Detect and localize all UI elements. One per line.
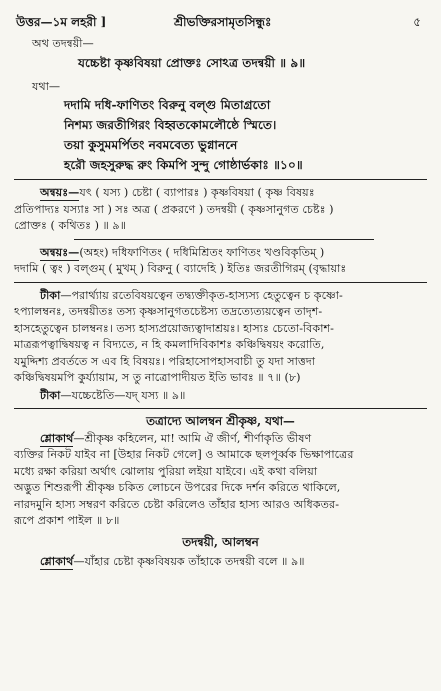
section-heading: তদন্বয়ী, আলম্বন [182,534,259,549]
sloka-text: মধ্যে রক্ষা করিয়া অর্থাৎ ঝোলায় পুরিয়া লইয়া যাইবে। এই কথা বলিয়া [14,464,318,478]
divider [14,282,427,283]
yatha-line: যথা— [32,79,61,93]
atha-line: অথ তদন্বয়ী— [32,37,94,50]
header-book-title: শ্রীভক্তিরসামৃতসিন্ধুঃ [174,15,272,29]
anvaya-block-2 [14,244,427,278]
tika-text: হাসহেতুত্বেন চালম্বনঃ। তস্য হাস্যপ্রয়োজ্যত্বাদাশ্রয়ঃ। হাস্যঃ চেতো-বিকাশ- [14,321,334,335]
anvaya-text: যৎ ( যস্য ) চেষ্টা ( ব্যাপারঃ ) কৃষ্ণবিষয়া ( কৃষ্ণ বিষয়ঃ [79,186,315,199]
tika-text: যমুদ্দিশ্য প্রবর্ততে স এব হি বিষয়ঃ। পরিহাসোপহাসবাচী তু যদা সাত্তদা [14,354,315,368]
tika-text: ঽপ্যালম্বনঃ, তদন্বয়ীতঃ তস্য কৃষ্ণসানুগতচেষ্টস্য তদ্রত্যেত্যয়ত্বেন তাদৃশ- [14,305,323,318]
sloka-block-2 [14,553,427,571]
sloka-label: শ্লোকার্থ [40,430,74,445]
example-verse-line-4: হরৌ জহসুরুদ্ধ রুং কিমপি সুন্দু গোষ্ঠার্ভকাঃ ॥১০॥ [64,158,303,172]
sloka-text: —শ্রীকৃষ্ণ কহিলেন, মা! আমি ঐ জীর্ণ, শীর্ণাকৃতি ভীষণ [73,431,312,445]
header-page-number: ৫ [413,15,421,29]
anvaya-text: প্রোক্তঃ ( কথিতঃ ) ॥ ৯॥ [14,219,127,232]
tika-block-2 [14,387,427,405]
tika-label: টীকা [40,387,61,402]
example-verse-line-3: তয়া কুসুমমর্পিতং নবমবেত্য ভুগ্নাননে [64,138,238,152]
section-heading: তত্রাদ্যে আলম্বন শ্রীকৃষ্ণ, যথা— [146,414,295,428]
anvaya-text: দদামি ( ত্বং ) বল্গুম্ ( মুখম্ ) বিরুনু ( ব্যাদেহি ) ইতিঃ জরতীগিরম্ (বৃদ্ধায়াঃ [14,262,347,275]
tika-block-1 [14,287,427,387]
sloka-block-1 [14,430,427,530]
tika-text: —যচ্চেষ্টেতি—যদ্ যস্য ॥ ৯॥ [60,388,186,402]
sloka-text: নারদমুনি হাস্য সম্বরণ করিতে চেষ্টা করিলেও তাঁহার হাস্য আরও অধিকতর- [14,497,339,511]
definition-verse: যচ্চেষ্টা কৃষ্ণবিষয়া প্রোক্তঃ সোঽত্র তদন্বয়ী ॥ ৯॥ [78,55,306,70]
tika-text: —পরার্থ্যায় রতেবিষয়ত্বেন তদ্ব্যক্তীকৃত-হাস্যস্য হেতুত্বেন চ কৃষ্ণো- [60,288,343,302]
anvaya-label: অন্বয়ঃ— [40,185,80,199]
example-verse-line-1: দদামি দধি-ফাণিতং বিরুনু বল্গু মিতাগ্রতো [64,98,271,112]
anvaya-block-1 [14,184,427,235]
anvaya-text: প্রতিপাদ্যঃ যস্যাঃ সা ) সঃ অত্র ( প্রকরণে ) তদন্বয়ী ( কৃষ্ণসানুগত চেষ্টঃ ) [14,202,334,216]
sloka-text: ব্যক্তির নিকট যাইব না [উহার নিকট গেলে] ও আমাকে ছলপূর্ব্বক ভিক্ষাপাত্রের [14,448,354,461]
divider [74,239,374,240]
running-header [14,8,427,32]
sloka-text: —যাঁহার চেষ্টা কৃষ্ণবিষয়ক তাঁহাকে তদন্বয়ী বলে ॥ ৯॥ [73,555,305,568]
tika-text: কঞ্চিদ্বিষয়মপি কুর্য্যায়াম, স তু নাত্রোপাদীয়ত ইতি ভাবঃ ॥ ৭॥ (৮) [14,371,301,384]
header-chapter: উত্তর—১ম লহরী ] [16,15,107,29]
anvaya-label: অন্বয়ঃ— [40,244,80,259]
tika-label: টীকা [40,287,61,302]
divider [14,408,427,409]
sloka-text: অদ্ভুত শিশুরূপী শ্রীকৃষ্ণ চকিত লোচনে উপরের দিকে দর্শন করিতে থাকিলে, [14,481,341,494]
divider [14,179,427,180]
example-verse-line-2: নিশম্য জরতীগিরং বিহ্বতকোমলৌষ্ঠে স্মিতে। [64,118,277,132]
anvaya-text: (অহং) দধিফাণিতং ( দধিমিশ্রিতং ফাণিতং খণ্ডবিকৃতিম্ ) [79,245,325,259]
tika-text: মাত্ররূপত্বাদ্বিষয়ত্ব ন বিদ্যতে, ন হি কমলাদিবিকাশঃ কঞ্চিদ্বিষয়ং করোতি, [14,338,325,351]
sloka-text: রূপে প্রকাশ পাইল ॥ ৮॥ [14,514,120,527]
sloka-label: শ্লোকার্থ [40,554,74,568]
